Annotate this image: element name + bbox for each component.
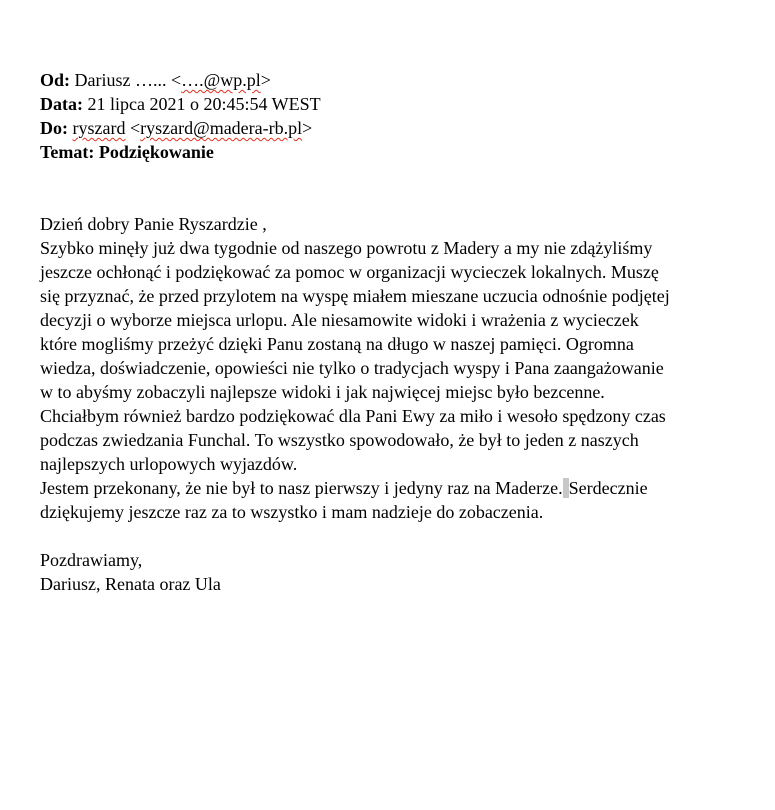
email-closing bbox=[40, 548, 765, 596]
body-line: najlepszych urlopowych wyjazdów. bbox=[40, 454, 298, 474]
from-email-address: ….@wp.pl bbox=[181, 70, 261, 90]
from-email bbox=[171, 70, 271, 90]
subject-value: Podziękowanie bbox=[98, 142, 214, 162]
to-name: ryszard bbox=[72, 118, 126, 138]
body-line: dziękujemy jeszcze raz za to wszystko i mam nadzieje do zobaczenia. bbox=[40, 502, 544, 522]
body-line: wiedza, doświadczenie, opowieści nie tylko o tradycjach wyspy i Pana zaangażowanie bbox=[40, 358, 664, 378]
body-line: w to abyśmy zobaczyli najlepsze widoki i jak najwięcej miejsc było bezcenne. bbox=[40, 382, 605, 402]
body-line: decyzji o wyborze miejsca urlopu. Ale niesamowite widoki i wrażenia z wycieczek bbox=[40, 310, 639, 330]
date-line bbox=[40, 92, 765, 116]
to-line bbox=[40, 116, 765, 140]
from-label: Od: bbox=[40, 70, 71, 90]
text-after-selection: Serdecznie bbox=[568, 478, 648, 498]
body-line: które mogliśmy przeżyć dzięki Panu zostaną na długo w naszej pamięci. Ogromna bbox=[40, 334, 634, 354]
body-line: Szybko minęły już dwa tygodnie od naszego powrotu z Madery a my nie zdążyliśmy bbox=[40, 238, 653, 258]
to-email-close: > bbox=[302, 118, 313, 138]
body-line: jeszcze ochłonąć i podziękować za pomoc w organizacji wycieczek lokalnych. Muszę bbox=[40, 262, 659, 282]
body-line: się przyznać, że przed przylotem na wyspę miałem mieszane uczucia odnośnie podjętej bbox=[40, 286, 670, 306]
subject-line bbox=[40, 140, 765, 164]
to-email-open: < bbox=[129, 118, 141, 138]
to-label: Do: bbox=[40, 118, 68, 138]
date-label: Data: bbox=[40, 94, 83, 114]
body-line-with-selection bbox=[40, 476, 768, 500]
from-line bbox=[40, 68, 765, 92]
from-name: Dariusz …... bbox=[74, 70, 167, 90]
from-email-open: < bbox=[171, 70, 182, 90]
text-before-selection: Jestem przekonany, że nie był to nasz pierwszy i jedyny raz na Maderze. bbox=[40, 478, 563, 498]
body-line: Chciałbym również bardzo podziękować dla Pani Ewy za miło i wesoło spędzony czas bbox=[40, 406, 666, 426]
subject-label: Temat: bbox=[40, 142, 95, 162]
greeting: Dzień dobry Panie Ryszardzie , bbox=[40, 214, 267, 234]
regards: Pozdrawiamy, bbox=[40, 550, 143, 570]
date-value: 21 lipca 2021 o 20:45:54 WEST bbox=[87, 94, 321, 114]
to-email bbox=[130, 118, 312, 138]
signature: Dariusz, Renata oraz Ula bbox=[40, 574, 221, 594]
body-line: podczas zwiedzania Funchal. To wszystko spowodowało, że był to jeden z naszych bbox=[40, 430, 639, 450]
from-email-close: > bbox=[260, 70, 271, 90]
email-document bbox=[40, 68, 765, 596]
email-body bbox=[40, 212, 768, 524]
to-email-address: ryszard@madera-rb.pl bbox=[140, 118, 303, 138]
